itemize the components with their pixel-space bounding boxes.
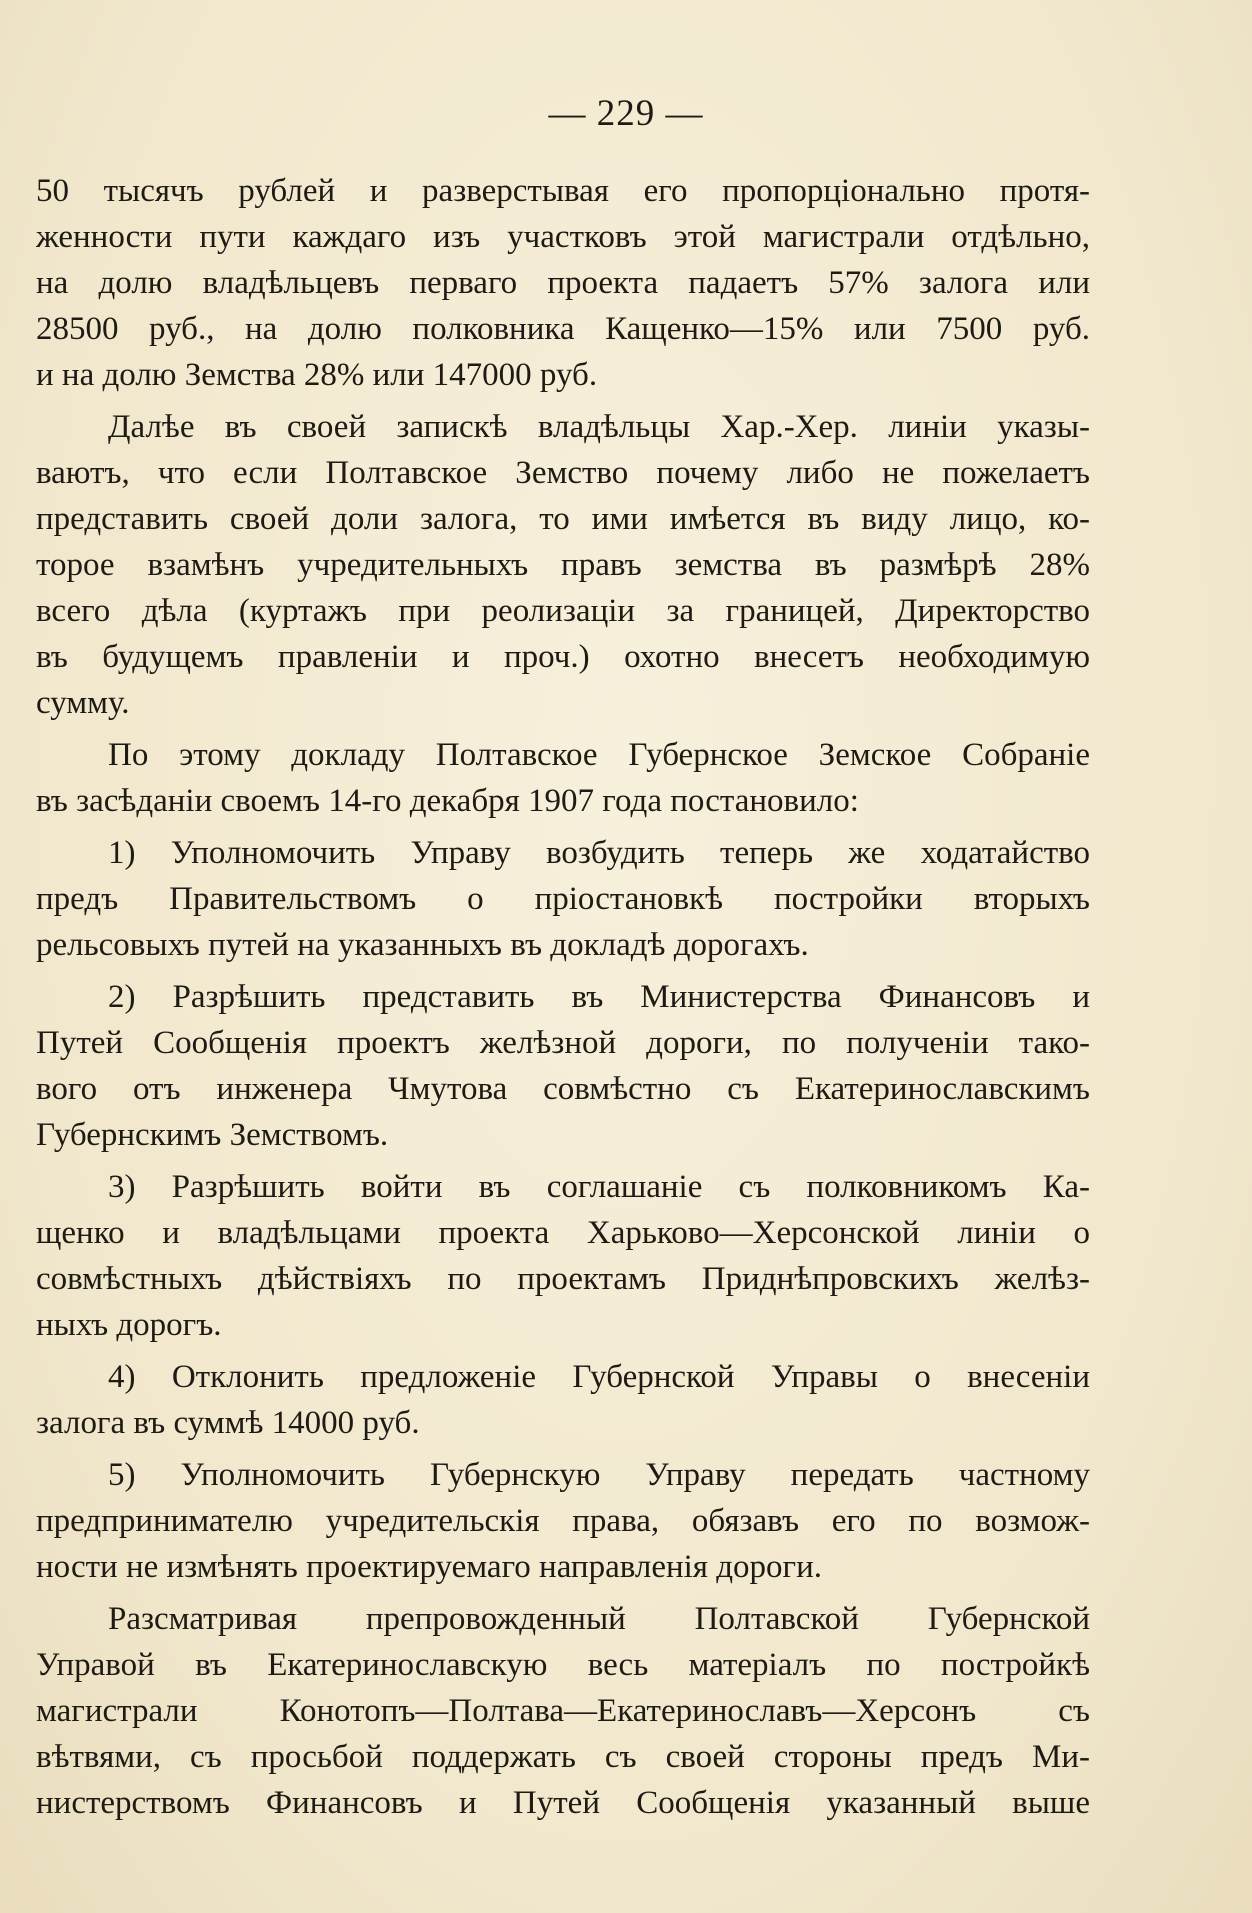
text-line: вого отъ инженера Чмутова совмѣстно съ Екатеринославскимъ: [36, 1071, 1090, 1107]
text-line: и на долю Земства 28% или 147000 руб.: [36, 357, 598, 393]
text-line: По этому докладу Полтавское Губернское Земское Собраніе: [108, 737, 1090, 773]
text-line: залога въ суммѣ 14000 руб.: [36, 1405, 420, 1441]
body-text: [36, 168, 1090, 1832]
resolution-item-4: [36, 1354, 1090, 1446]
text-line: 28500 руб., на долю полковника Кащенко—15% или 7500 руб.: [36, 311, 1090, 347]
text-line: предпринимателю учредительскія права, обязавъ его по возмож-: [36, 1503, 1090, 1539]
text-line: ности не измѣнять проектируемаго направленія дороги.: [36, 1549, 822, 1585]
text-line: 1) Уполномочить Управу возбудить теперь же ходатайство: [108, 835, 1090, 871]
text-line: ваютъ, что если Полтавское Земство почему либо не пожелаетъ: [36, 455, 1090, 491]
text-line: на долю владѣльцевъ перваго проекта падаетъ 57% залога или: [36, 265, 1090, 301]
resolution-item-2: [36, 974, 1090, 1158]
text-line: всего дѣла (куртажъ при реолизаціи за границей, Директорство: [36, 593, 1090, 629]
text-line: представить своей доли залога, то ими имѣется въ виду лицо, ко-: [36, 501, 1090, 537]
text-line: Управой въ Екатеринославскую весь матеріалъ по постройкѣ: [36, 1647, 1090, 1683]
text-line: рельсовыхъ путей на указанныхъ въ докладѣ дорогахъ.: [36, 927, 809, 963]
text-line: въ засѣданіи своемъ 14-го декабря 1907 года постановило:: [36, 783, 859, 819]
page-number: — 229 —: [548, 93, 704, 134]
text-line: 2) Разрѣшить представить въ Министерства Финансовъ и: [108, 979, 1090, 1015]
text-line: нистерствомъ Финансовъ и Путей Сообщенія указанный выше: [36, 1785, 1090, 1821]
text-line: 4) Отклонить предложеніе Губернской Управы о внесеніи: [108, 1359, 1090, 1395]
text-line: 5) Уполномочить Губернскую Управу передать частному: [108, 1457, 1090, 1493]
text-line: щенко и владѣльцами проекта Харьково—Херсонской линіи о: [36, 1215, 1090, 1251]
resolution-item-3: [36, 1164, 1090, 1348]
text-line: въ будущемъ правленіи и проч.) охотно внесетъ необходимую: [36, 639, 1090, 675]
text-line: магистрали Конотопъ—Полтава—Екатеринославъ—Херсонъ съ: [36, 1693, 1090, 1729]
text-line: предъ Правительствомъ о пріостановкѣ постройки вторыхъ: [36, 881, 1090, 917]
resolution-item-5: [36, 1452, 1090, 1590]
text-line: Путей Сообщенія проектъ желѣзной дороги, по полученіи тако-: [36, 1025, 1090, 1061]
text-line: 3) Разрѣшить войти въ соглашаніе съ полковникомъ Ка-: [108, 1169, 1090, 1205]
paragraph-owners-note: [36, 404, 1090, 726]
text-line: совмѣстныхъ дѣйствіяхъ по проектамъ Приднѣпровскихъ желѣз-: [36, 1261, 1090, 1297]
resolution-item-1: [36, 830, 1090, 968]
text-line: торое взамѣнъ учредительныхъ правъ земства въ размѣрѣ 28%: [36, 547, 1090, 583]
text-line: 50 тысячъ рублей и разверстывая его пропорціонально протя-: [36, 173, 1090, 209]
paragraph-material-review: [36, 1596, 1090, 1826]
text-line: вѣтвями, съ просьбой поддержать съ своей стороны предъ Ми-: [36, 1739, 1090, 1775]
paragraph-continuation: [36, 168, 1090, 398]
paragraph-resolution-intro: [36, 732, 1090, 824]
text-line: Разсматривая препровожденный Полтавской Губернской: [108, 1601, 1090, 1637]
text-line: сумму.: [36, 685, 130, 721]
text-line: Далѣе въ своей запискѣ владѣльцы Хар.-Хер. линіи указы-: [108, 409, 1090, 445]
text-line: женности пути каждаго изъ участковъ этой магистрали отдѣльно,: [36, 219, 1090, 255]
text-line: Губернскимъ Земствомъ.: [36, 1117, 389, 1153]
text-line: ныхъ дорогъ.: [36, 1307, 222, 1343]
